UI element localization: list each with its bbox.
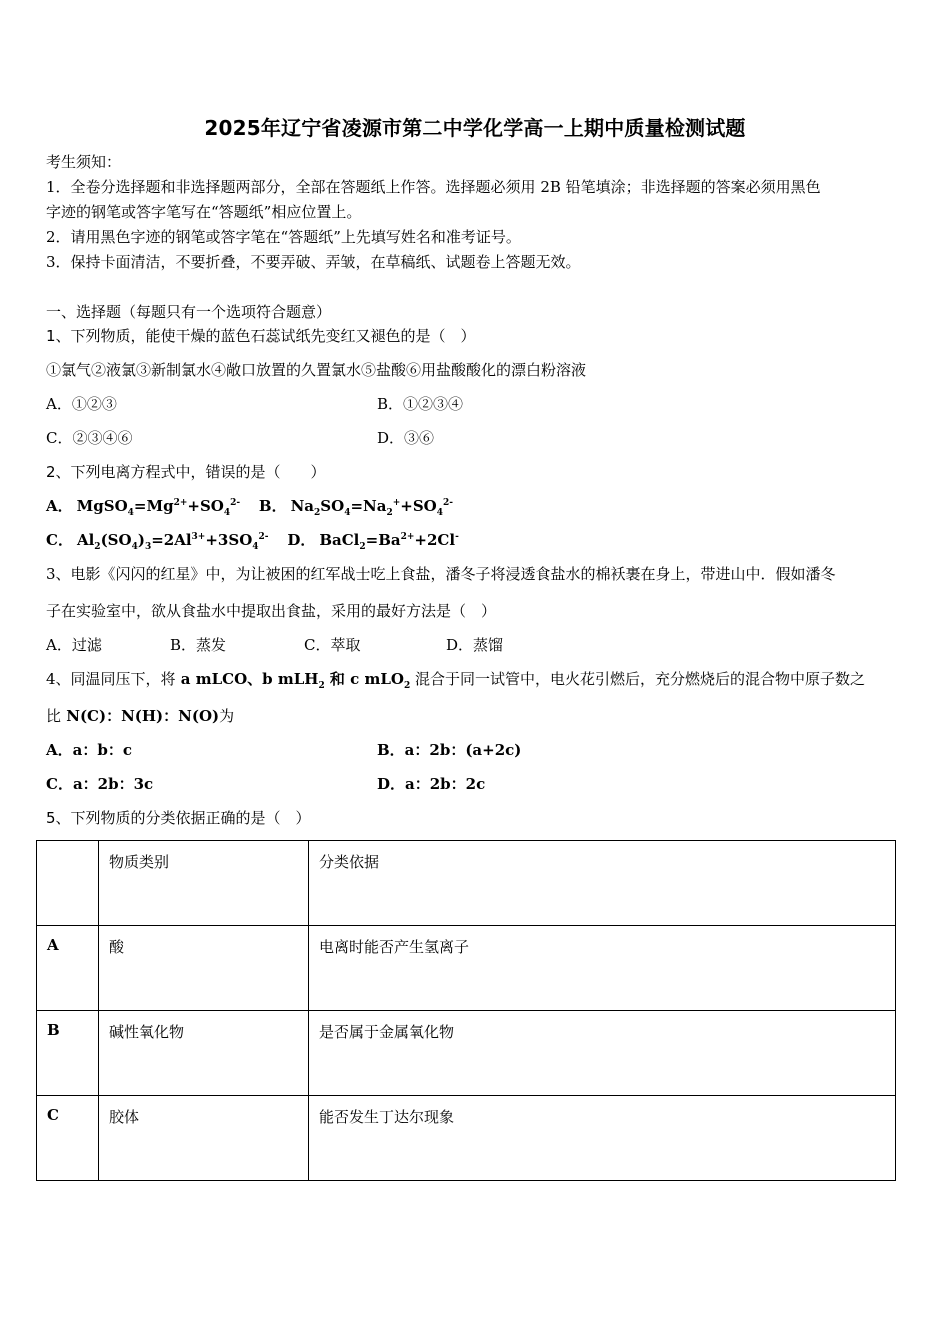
table-cell: 酸 — [99, 926, 309, 1011]
q5-stem: 5、下列物质的分类依据正确的是（ ） — [46, 809, 311, 827]
q3-stem-line1: 3、电影《闪闪的红星》中，为让被困的红军战士吃上食盐，潘冬子将浸透食盐水的棉袄裹在身上，带进山中．假如潘冬 — [46, 565, 836, 583]
q1-option-b: B．①②③④ — [377, 395, 464, 413]
q3-option-b: B．蒸发 — [170, 636, 227, 654]
q4-stem-line2: 比 N(C)：N(H)：N(O)为 — [46, 707, 235, 725]
table-cell: 电离时能否产生氢离子 — [309, 926, 896, 1011]
table-cell: A — [37, 926, 99, 1011]
notice-heading: 考生须知： — [46, 153, 122, 171]
page-title: 2025年辽宁省凌源市第二中学化学高一上期中质量检测试题 — [204, 116, 746, 140]
table-row — [37, 1011, 896, 1096]
q1-items: ①氯气②液氯③新制氯水④敞口放置的久置氯水⑤盐酸⑥用盐酸酸化的漂白粉溶液 — [46, 361, 587, 379]
q2-stem: 2、下列电离方程式中，错误的是（ ） — [46, 463, 326, 481]
q4-stem-line1: 4、同温同压下，将 a mLCO、b mLH$_2$ 和 c mLO$_2$ 混合于同一试管中，电火花引燃后，充分燃烧后的混合物中原子数之 — [46, 670, 866, 691]
table-cell: 是否属于金属氧化物 — [309, 1011, 896, 1096]
table-header-cell: 分类依据 — [309, 841, 896, 926]
q3-option-a: A．过滤 — [46, 636, 102, 654]
q4-option-b: B．a：2b：(a+2c) — [377, 741, 522, 759]
table-cell: 胶体 — [99, 1096, 309, 1181]
section-heading: 一、选择题（每题只有一个选项符合题意） — [46, 303, 332, 321]
q4-option-a: A．a：b：c — [46, 741, 132, 759]
table-cell: 碱性氧化物 — [99, 1011, 309, 1096]
q4-option-d: D．a：2b：2c — [377, 775, 486, 793]
notice-item-1a: 1．全卷分选择题和非选择题两部分，全部在答题纸上作答。选择题必须用 2B 铅笔填涂；非选择题的答案必须用黑色 — [46, 178, 821, 196]
table-header-cell — [37, 841, 99, 926]
table-header-row — [37, 841, 896, 926]
q2-options-cd — [46, 530, 459, 550]
table-cell: B — [37, 1011, 99, 1096]
q2-option-a: A． $MgSO_4=Mg^{2+}+SO_4^{2-}$ — [46, 497, 241, 518]
notice-item-3: 3．保持卡面清洁，不要折叠，不要弄破、弄皱，在草稿纸、试题卷上答题无效。 — [46, 253, 581, 271]
q2-option-b: B． $Na_2SO_4=Na_2^++SO_4^{2-}$ — [258, 497, 454, 518]
notice-item-1b: 字迹的钢笔或答字笔写在“答题纸”相应位置上。 — [46, 203, 362, 221]
q1-option-d: D．③⑥ — [377, 429, 435, 447]
table-header-cell: 物质类别 — [99, 841, 309, 926]
notice-item-2: 2．请用黑色字迹的钢笔或答字笔在“答题纸”上先填写姓名和准考证号。 — [46, 228, 521, 246]
q3-stem-line2: 子在实验室中，欲从食盐水中提取出食盐，采用的最好方法是（ ） — [46, 602, 497, 620]
q4-option-c: C．a：2b：3c — [46, 775, 154, 793]
q2-option-c: C． $Al_2(SO_4)_3=2Al^{3+}+3SO_4^{2-}$ — [46, 531, 269, 552]
table-row — [37, 1096, 896, 1181]
table-cell: 能否发生丁达尔现象 — [309, 1096, 896, 1181]
q1-stem: 1、下列物质，能使干燥的蓝色石蕊试纸先变红又褪色的是（ ） — [46, 327, 476, 345]
q3-option-c: C．萃取 — [304, 636, 361, 654]
table-row — [37, 926, 896, 1011]
q2-options-ab — [46, 496, 453, 516]
q1-option-a: A．①②③ — [46, 395, 117, 413]
table-cell: C — [37, 1096, 99, 1181]
q2-option-d: D． $BaCl_2=Ba^{2+}+2Cl^-$ — [287, 531, 459, 552]
q3-option-d: D．蒸馏 — [446, 636, 504, 654]
classification-table — [36, 840, 896, 1181]
q1-option-c: C．②③④⑥ — [46, 429, 133, 447]
